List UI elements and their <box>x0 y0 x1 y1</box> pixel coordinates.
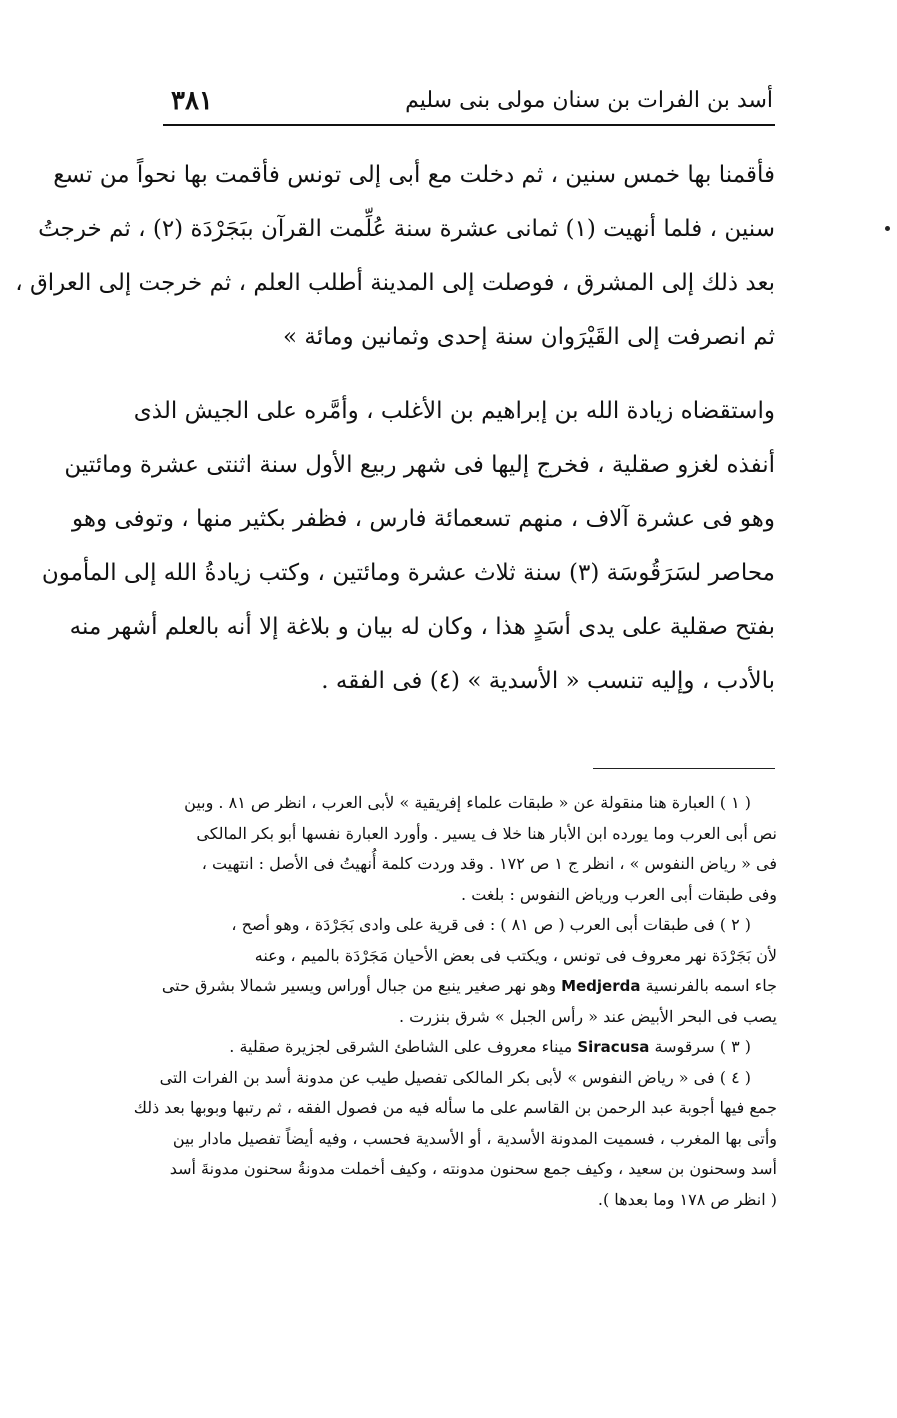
footnote-rule <box>593 768 775 769</box>
text-line: بعد ذلك إلى المشرق ، فوصلت إلى المدينة أطلب العلم ، ثم خرجت إلى العراق ، <box>15 270 775 296</box>
text-line: وهو فى عشرة آلاف ، منهم تسعمائة فارس ، فظفر بكثير منها ، وتوفى وهو <box>71 506 775 532</box>
text-line: فأقمنا بها خمس سنين ، ثم دخلت مع أبى إلى تونس فأقمت بها نحواً من تسع <box>53 162 775 188</box>
footnotes <box>133 788 777 1215</box>
paragraph-gap <box>163 364 775 384</box>
footnote-3 <box>163 1032 777 1063</box>
running-title: أسد بن الفرات بن سنان مولى بنى سليم <box>405 88 773 113</box>
footnote-line: نص أبى العرب وما يورده ابن الأبار هنا خلا ف يسير . وأورد العبارة نفسها أبو بكر المالكى <box>196 823 777 843</box>
header-rule <box>163 124 775 126</box>
main-text <box>15 148 775 708</box>
footnote-text: وهو نهر صغير ينبع من جبال أوراس ويسير شمالا بشرق حتى <box>161 976 556 995</box>
footnote-line: وأتى بها المغرب ، فسميت المدونة الأسدية ، أو الأسدية فحسب ، وفيه أيضاً تفصيل مادار بين <box>172 1128 777 1148</box>
footnote-line: وفى طبقات أبى العرب ورياض النفوس : بلغت . <box>461 884 777 904</box>
running-header <box>163 84 773 118</box>
page-number: ٣٨١ <box>171 86 213 116</box>
text-line: سنين ، فلما أنهيت (١) ثمانى عشرة سنة عُلِّمت القرآن ببَجَرْدَة (٢) ، ثم خرجتُ <box>38 216 775 242</box>
latin-term: Medjerda <box>561 977 641 995</box>
footnote-4 <box>133 1063 777 1216</box>
paragraph <box>15 148 775 364</box>
footnote-text: جاء اسمه بالفرنسية <box>645 976 777 995</box>
footnote-2 <box>163 910 777 1032</box>
footnote-line: يصب فى البحر الأبيض عند « رأس الجبل » شرق بنزرت . <box>398 1006 777 1026</box>
text-line: ثم انصرفت إلى القَيْرَوان سنة إحدى وثمانين ومائة » <box>283 324 775 350</box>
paragraph <box>41 384 775 708</box>
text-line: أنفذه لغزو صقلية ، فخرج إليها فى شهر ربيع الأول سنة اثنتى عشرة ومائتين <box>64 452 775 478</box>
footnote-line: ( انظر ص ١٧٨ وما بعدها ). <box>597 1189 777 1209</box>
footnote-line: ( ١ ) العبارة هنا منقولة عن « طبقات علماء إفريقية » لأبى العرب ، انظر ص ٨١ . وبين <box>184 793 751 812</box>
footnote-text: ميناء معروف على الشاطئ الشرقى لجزيرة صقلية . <box>229 1037 573 1056</box>
footnote-line <box>163 971 777 1002</box>
text-line: واستقضاه زيادة الله بن إبراهيم بن الأغلب ، وأمَّره على الجيش الذى <box>133 398 775 424</box>
footnote-line: جمع فيها أجوبة عبد الرحمن بن القاسم على ما سأله فيه من فصول الفقه ، ثم رتبها وبوبها بعد ذلك <box>133 1098 777 1117</box>
text-line: بفتح صقلية على يدى أسَدٍ هذا ، وكان له بيان و بلاغة إلا أنه بالعلم أشهر منه <box>69 614 775 640</box>
margin-dot <box>885 226 890 231</box>
footnote-line: ( ٤ ) فى « رياض النفوس » لأبى بكر المالكى تفصيل طيب عن مدونة أسد بن الفرات التى <box>159 1067 751 1087</box>
footnote-line: ( ٢ ) فى طبقات أبى العرب ( ص ٨١ ) : فى قرية على وادى بَجَرْدَة ، وهو أصح ، <box>231 915 751 934</box>
latin-term: Siracusa <box>577 1038 650 1056</box>
text-line: بالأدب ، وإليه تنسب « الأسدية » (٤) فى الفقه . <box>321 668 775 694</box>
footnote-line: أسد وسحنون بن سعيد ، وكيف جمع سحنون مدونته ، وكيف أخملت مدونةُ سحنون مدونةَ أسد <box>169 1159 777 1178</box>
footnote-line <box>163 1032 777 1063</box>
footnote-text: ( ٣ ) سرقوسة <box>654 1037 751 1056</box>
footnote-1 <box>163 788 777 910</box>
text-line: محاصر لسَرَقُوسَة (٣) سنة ثلاث عشرة ومائتين ، وكتب زيادةُ الله إلى المأمون <box>41 560 775 586</box>
footnote-line: لأن بَجَرْدَة نهر معروف فى تونس ، ويكتب فى بعض الأحيان مَجَرْدَة بالميم ، وعنه <box>254 945 777 965</box>
footnote-line: فى « رياض النفوس » ، انظر ج ١ ص ١٧٢ . وقد وردت كلمة أُنهيتُ فى الأصل : انتهيت ، <box>201 854 777 873</box>
